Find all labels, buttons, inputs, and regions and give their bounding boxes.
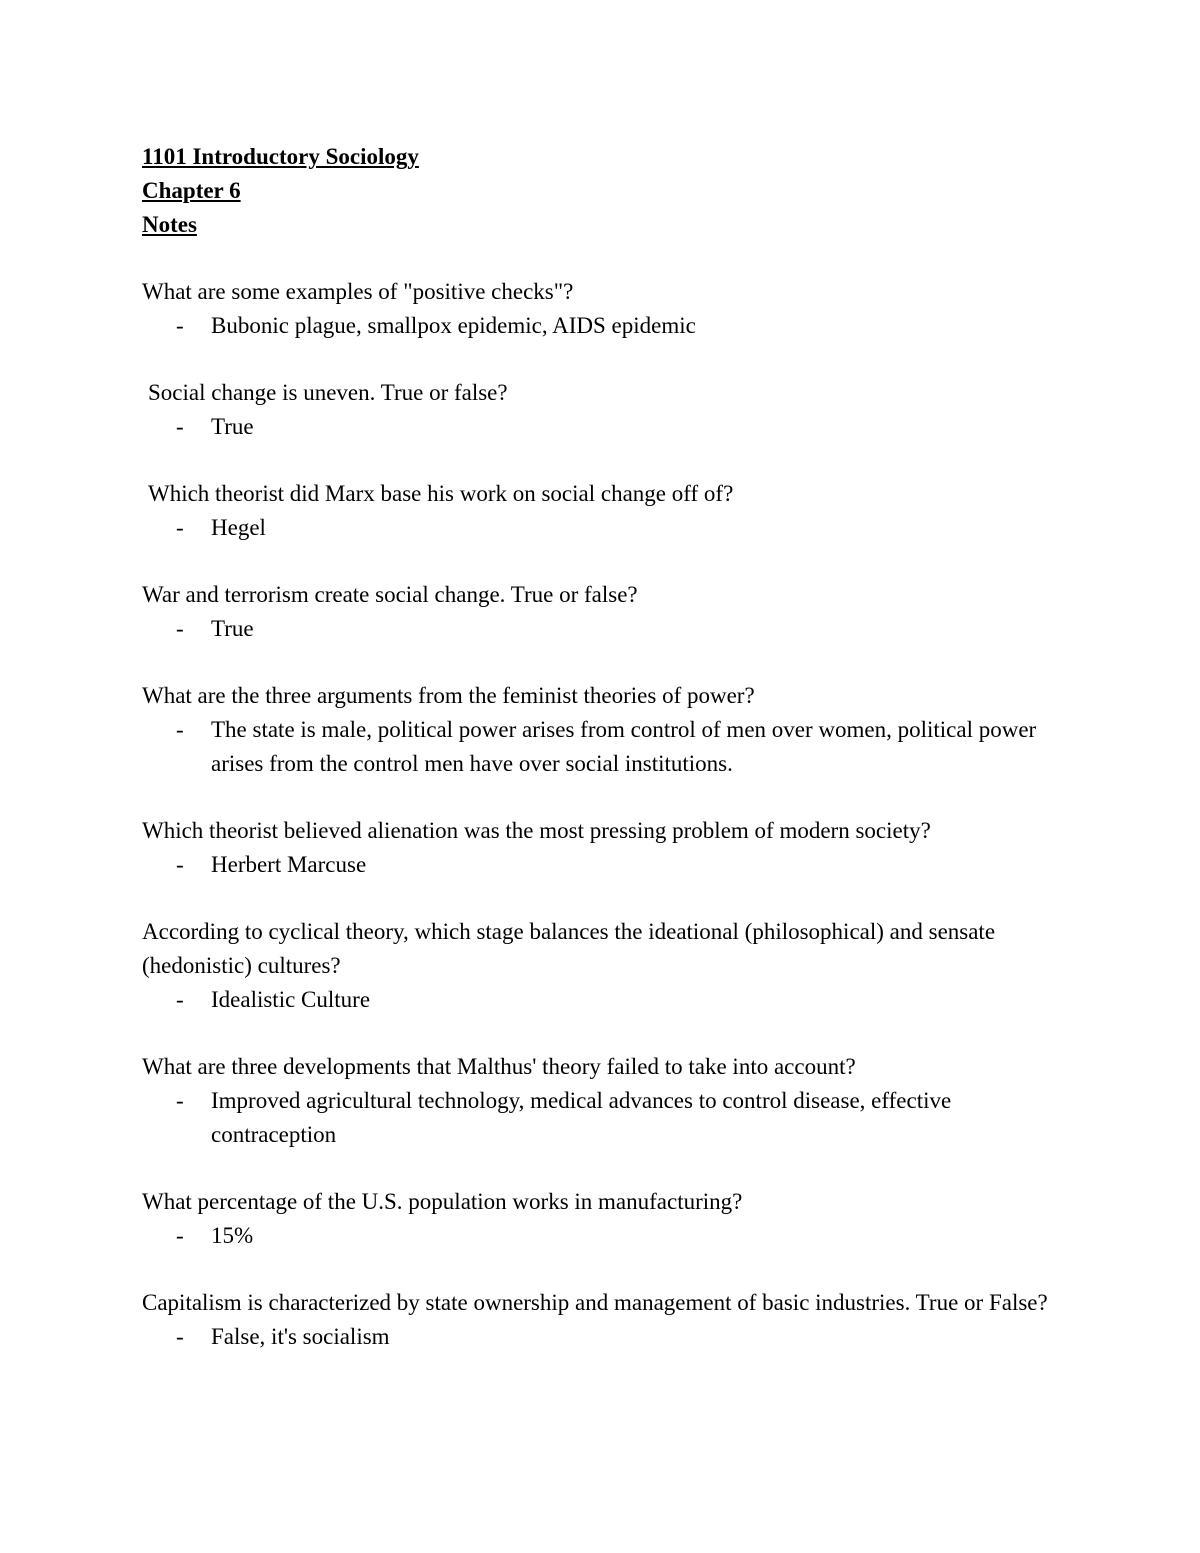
answer-text: Bubonic plague, smallpox epidemic, AIDS epidemic (211, 313, 696, 338)
answer-item (142, 1320, 1072, 1354)
answer-list (142, 1320, 1072, 1354)
dash-bullet: - (176, 717, 184, 742)
answer-text: Improved agricultural technology, medical advances to control disease, effective contraception (211, 1088, 952, 1147)
question-text: What are some examples of "positive checks"? (142, 279, 574, 304)
answer-item (142, 1084, 1072, 1152)
answer-text: Idealistic Culture (211, 987, 371, 1012)
qa-item-5 (142, 679, 1072, 781)
dash-bullet: - (176, 852, 184, 877)
answer-list (142, 983, 1072, 1017)
qa-item-1 (142, 275, 1072, 343)
dash-bullet: - (176, 1223, 184, 1248)
answer-item (142, 410, 1072, 444)
answer-list (142, 309, 1072, 343)
answer-item (142, 848, 1072, 882)
question-text: Social change is uneven. True or false? (148, 380, 508, 405)
answer-text: Herbert Marcuse (211, 852, 367, 877)
dash-bullet: - (176, 987, 184, 1012)
qa-item-9 (142, 1185, 1072, 1253)
answer-list (142, 410, 1072, 444)
qa-item-4 (142, 578, 1072, 646)
dash-bullet: - (176, 313, 184, 338)
qa-item-6 (142, 814, 1072, 882)
document-header (142, 140, 1072, 242)
answer-text: The state is male, political power arises from control of men over women, political power arises from the control men have over social institutions. (211, 717, 1037, 776)
course-title: 1101 Introductory Sociology (142, 144, 419, 169)
dash-bullet: - (176, 616, 184, 641)
question-text: According to cyclical theory, which stage balances the ideational (philosophical) and sensate (hedonistic) cultures? (142, 919, 996, 978)
answer-list (142, 511, 1072, 545)
answer-list (142, 1219, 1072, 1253)
qa-item-2 (142, 376, 1072, 444)
dash-bullet: - (176, 1324, 184, 1349)
answer-text: 15% (211, 1223, 254, 1248)
section-title: Notes (142, 212, 197, 237)
answer-item (142, 1219, 1072, 1253)
answer-item (142, 713, 1072, 781)
answer-text: True (211, 616, 254, 641)
document-page (142, 140, 1072, 1354)
question-text: Which theorist believed alienation was the most pressing problem of modern society? (142, 818, 931, 843)
answer-list (142, 848, 1072, 882)
question-text: What percentage of the U.S. population works in manufacturing? (142, 1189, 743, 1214)
answer-text: True (211, 414, 254, 439)
qa-item-3 (142, 477, 1072, 545)
answer-text: Hegel (211, 515, 266, 540)
question-text: What are three developments that Malthus' theory failed to take into account? (142, 1054, 856, 1079)
qa-item-7 (142, 915, 1072, 1017)
question-text: Which theorist did Marx base his work on social change off of? (148, 481, 734, 506)
question-text: Capitalism is characterized by state ownership and management of basic industries. True or False? (142, 1290, 1048, 1315)
answer-item (142, 612, 1072, 646)
dash-bullet: - (176, 414, 184, 439)
qa-item-10 (142, 1286, 1072, 1354)
answer-item (142, 511, 1072, 545)
dash-bullet: - (176, 1088, 184, 1113)
answer-list (142, 713, 1072, 781)
question-text: War and terrorism create social change. True or false? (142, 582, 638, 607)
qa-item-8 (142, 1050, 1072, 1152)
chapter-title: Chapter 6 (142, 178, 241, 203)
question-text: What are the three arguments from the feminist theories of power? (142, 683, 755, 708)
answer-list (142, 612, 1072, 646)
answer-item (142, 309, 1072, 343)
answer-list (142, 1084, 1072, 1152)
answer-item (142, 983, 1072, 1017)
answer-text: False, it's socialism (211, 1324, 390, 1349)
dash-bullet: - (176, 515, 184, 540)
